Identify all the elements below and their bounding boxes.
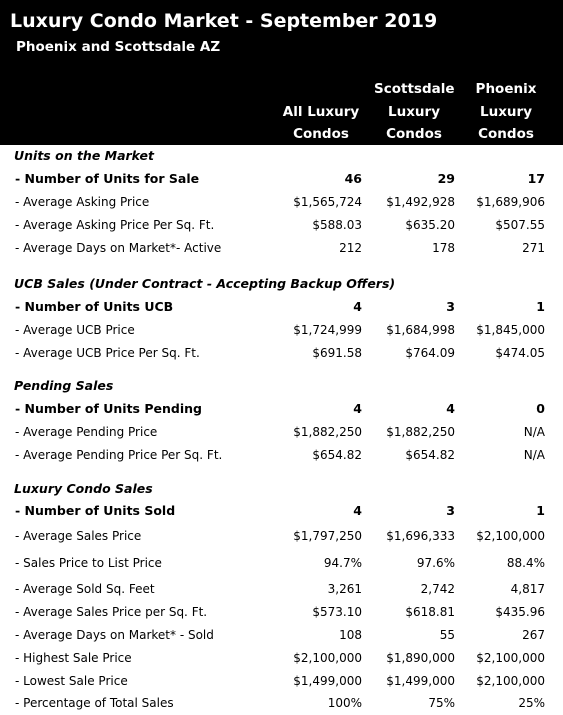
section-heading — [0, 274, 563, 294]
row-label: - Average Pending Price — [15, 425, 158, 439]
value-phoenix: $2,100,000 — [476, 651, 545, 665]
value-phoenix: $1,689,906 — [476, 195, 545, 209]
value-phoenix: N/A — [523, 425, 545, 439]
value-all-luxury: $1,565,724 — [293, 195, 362, 209]
section-heading — [0, 479, 563, 499]
column-header-scottsdale — [374, 78, 454, 146]
value-scottsdale: $1,499,000 — [386, 674, 455, 688]
row-label: - Average Sold Sq. Feet — [15, 582, 155, 596]
table-row — [0, 693, 563, 713]
value-scottsdale: 55 — [439, 628, 455, 642]
value-all-luxury: $573.10 — [312, 605, 362, 619]
column-header-line: Condos — [386, 126, 442, 142]
section-heading — [0, 146, 563, 166]
row-label: - Number of Units UCB — [15, 299, 174, 314]
value-all-luxury: $588.03 — [312, 218, 362, 232]
row-label: - Average Asking Price — [15, 195, 150, 209]
table-row — [0, 625, 563, 645]
table-row — [0, 526, 563, 546]
value-phoenix: 0 — [536, 401, 545, 416]
section-title: Pending Sales — [14, 378, 114, 393]
table-row — [0, 215, 563, 235]
table-row — [0, 399, 563, 419]
value-scottsdale: 178 — [432, 241, 455, 255]
value-scottsdale: 29 — [437, 171, 455, 186]
row-label: - Number of Units for Sale — [15, 171, 200, 186]
value-phoenix: $474.05 — [495, 346, 545, 360]
table-row — [0, 192, 563, 212]
value-all-luxury: $1,797,250 — [293, 529, 362, 543]
value-all-luxury: 4 — [353, 503, 362, 518]
value-scottsdale: 4 — [446, 401, 455, 416]
value-all-luxury: 100% — [327, 696, 362, 710]
value-scottsdale: $1,882,250 — [386, 425, 455, 439]
value-phoenix: $2,100,000 — [476, 529, 545, 543]
table-row — [0, 343, 563, 363]
table-row — [0, 297, 563, 317]
value-scottsdale: 2,742 — [420, 582, 455, 596]
value-phoenix: $507.55 — [495, 218, 545, 232]
column-header-line: Luxury — [388, 103, 440, 120]
table-row — [0, 445, 563, 465]
value-phoenix: 25% — [518, 696, 545, 710]
row-label: - Average Asking Price Per Sq. Ft. — [15, 218, 215, 232]
report-title: Luxury Condo Market - September 2019 — [10, 10, 438, 32]
value-scottsdale: $764.09 — [405, 346, 455, 360]
table-row — [0, 648, 563, 668]
value-phoenix: 88.4% — [506, 556, 545, 570]
value-scottsdale: 3 — [446, 503, 455, 518]
section-title: Luxury Condo Sales — [14, 481, 153, 496]
row-label: - Average Days on Market* - Sold — [15, 628, 214, 642]
value-phoenix: 1 — [536, 299, 545, 314]
value-phoenix: $1,845,000 — [476, 323, 545, 337]
value-scottsdale: $1,684,998 — [386, 323, 455, 337]
column-header-line: Condos — [478, 126, 534, 142]
value-scottsdale: $1,890,000 — [386, 651, 455, 665]
value-phoenix: 1 — [536, 503, 545, 518]
value-scottsdale: 3 — [446, 299, 455, 314]
row-label: - Average UCB Price — [15, 323, 135, 337]
table-row — [0, 422, 563, 442]
row-label: - Average Days on Market*- Active — [15, 241, 222, 255]
row-label: - Number of Units Pending — [15, 401, 202, 416]
row-label: - Average Sales Price — [15, 529, 142, 543]
table-header — [0, 0, 563, 145]
value-all-luxury: 3,261 — [327, 582, 362, 596]
table-row — [0, 320, 563, 340]
value-scottsdale: $635.20 — [405, 218, 455, 232]
column-header-all-luxury — [271, 78, 371, 146]
column-header-line: All Luxury — [282, 103, 360, 120]
table-row — [0, 602, 563, 622]
table-row — [0, 238, 563, 258]
row-label: - Average Pending Price Per Sq. Ft. — [15, 448, 223, 462]
table-row — [0, 553, 563, 573]
row-label: - Highest Sale Price — [15, 651, 132, 665]
value-all-luxury: 94.7% — [323, 556, 362, 570]
section-title: Units on the Market — [14, 148, 155, 163]
value-all-luxury: 108 — [339, 628, 362, 642]
value-all-luxury: 212 — [339, 241, 362, 255]
value-scottsdale: 75% — [428, 696, 455, 710]
value-phoenix: 17 — [527, 171, 545, 186]
row-label: - Average Sales Price per Sq. Ft. — [15, 605, 208, 619]
row-label: - Percentage of Total Sales — [15, 696, 174, 710]
value-scottsdale: $618.81 — [405, 605, 455, 619]
value-all-luxury: 46 — [344, 171, 362, 186]
value-all-luxury: $654.82 — [312, 448, 362, 462]
value-all-luxury: $691.58 — [312, 346, 362, 360]
section-title: UCB Sales (Under Contract - Accepting Backup Offers) — [14, 276, 396, 291]
column-header-line: Condos — [293, 126, 349, 142]
row-label: - Number of Units Sold — [15, 503, 176, 518]
row-label: - Average UCB Price Per Sq. Ft. — [15, 346, 200, 360]
value-phoenix: N/A — [523, 448, 545, 462]
value-all-luxury: 4 — [353, 401, 362, 416]
value-all-luxury: $1,499,000 — [293, 674, 362, 688]
row-label: - Sales Price to List Price — [15, 556, 162, 570]
value-phoenix: $2,100,000 — [476, 674, 545, 688]
value-scottsdale: 97.6% — [416, 556, 455, 570]
value-all-luxury: $2,100,000 — [293, 651, 362, 665]
row-label: - Lowest Sale Price — [15, 674, 128, 688]
column-header-line: Luxury — [480, 103, 532, 120]
table-row — [0, 169, 563, 189]
report-subtitle: Phoenix and Scottsdale AZ — [16, 39, 221, 55]
column-header-line: Scottsdale — [374, 81, 455, 97]
value-phoenix: 267 — [522, 628, 545, 642]
column-header-phoenix — [466, 78, 546, 146]
value-phoenix: $435.96 — [495, 605, 545, 619]
section-heading — [0, 376, 563, 396]
value-scottsdale: $1,492,928 — [386, 195, 455, 209]
column-header-line — [271, 78, 371, 101]
value-phoenix: 4,817 — [510, 582, 545, 596]
value-all-luxury: $1,882,250 — [293, 425, 362, 439]
table-row — [0, 501, 563, 521]
column-header-line: Phoenix — [475, 81, 537, 97]
value-scottsdale: $654.82 — [405, 448, 455, 462]
value-all-luxury: 4 — [353, 299, 362, 314]
value-phoenix: 271 — [522, 241, 545, 255]
value-scottsdale: $1,696,333 — [386, 529, 455, 543]
table-row — [0, 671, 563, 691]
table-row — [0, 579, 563, 599]
value-all-luxury: $1,724,999 — [293, 323, 362, 337]
